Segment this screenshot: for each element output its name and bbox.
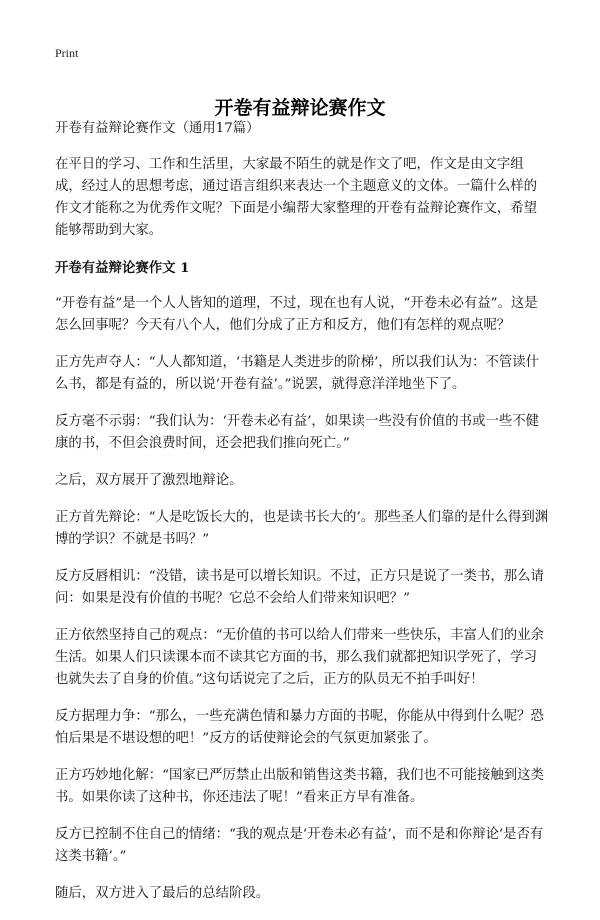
body-paragraph: “开卷有益”是一个人人皆知的道理，不过，现在也有人说，“开卷未必有益”。这是怎么回事呢？今天有八个人，他们分成了正方和反方，他们有怎样的观点呢？ xyxy=(55,296,538,333)
body-paragraph: 随后，双方进入了最后的总结阶段。 xyxy=(55,886,270,901)
body-paragraph: 正方巧妙地化解：“国家已严厉禁止出版和销售这类书籍，我们也不可能接触到这类书。如果你读了这种书，你还违法了呢！”看来正方早有准备。 xyxy=(55,768,544,805)
body-paragraph: 反方已控制不住自己的情绪：“我的观点是‘开卷未必有益’，而不是和你辩论‘是否有这类书籍’。” xyxy=(55,827,544,864)
document-subtitle: 开卷有益辩论赛作文（通用17篇） xyxy=(55,121,260,136)
page-title: 开卷有益辩论赛作文 xyxy=(214,96,386,119)
body-paragraph: 正方依然坚持自己的观点：“无价值的书可以给人们带来一些快乐，丰富人们的业余生活。如果人们只读课本而不读其它方面的书，那么我们就都把知识学死了，学习也就失去了自身的价值。”这句话说完了之后，正方的队员无不拍手叫好！ xyxy=(55,628,544,687)
body-paragraph: 正方首先辩论：“人是吃饭长大的，也是读书长大的’。那些圣人们靠的是什么得到渊博的学识？不就是书吗？” xyxy=(55,510,549,547)
body-paragraph: 之后，双方展开了激烈地辩论。 xyxy=(55,473,243,488)
print-link[interactable]: Print xyxy=(55,46,79,60)
body-paragraph: 正方先声夺人：“人人都知道，‘书籍是人类进步的阶梯’，所以我们认为：不管读什么书，都是有益的，所以说‘开卷有益’。”说罢，就得意洋洋地坐下了。 xyxy=(55,355,540,392)
body-paragraph: 反方毫不示弱：“我们认为：‘开卷未必有益’，如果读一些没有价值的书或一些不健康的书，不但会浪费时间，还会把我们推向死亡。” xyxy=(55,414,540,451)
section-heading: 开卷有益辩论赛作文 1 xyxy=(55,260,190,276)
article-body xyxy=(55,118,549,920)
intro-paragraph: 在平日的学习、工作和生活里，大家最不陌生的就是作文了吧，作文是由文字组成，经过人的思想考虑，通过语言组织来表达一个主题意义的文体。一篇什么样的作文才能称之为优秀作文呢？下面是小编帮大家整理的开卷有益辩论赛作文，希望能够帮助到大家。 xyxy=(55,157,538,238)
body-paragraph: 反方据理力争：“那么，一些充满色情和暴力方面的书呢，你能从中得到什么呢？恐怕后果是不堪设想的吧！”反方的话使辩论会的气氛更加紧张了。 xyxy=(55,709,544,746)
body-paragraph: 反方反唇相讥：“没错，读书是可以增长知识。不过，正方只是说了一类书，那么请问：如果是没有价值的书呢？它总不会给人们带来知识吧？” xyxy=(55,569,544,606)
